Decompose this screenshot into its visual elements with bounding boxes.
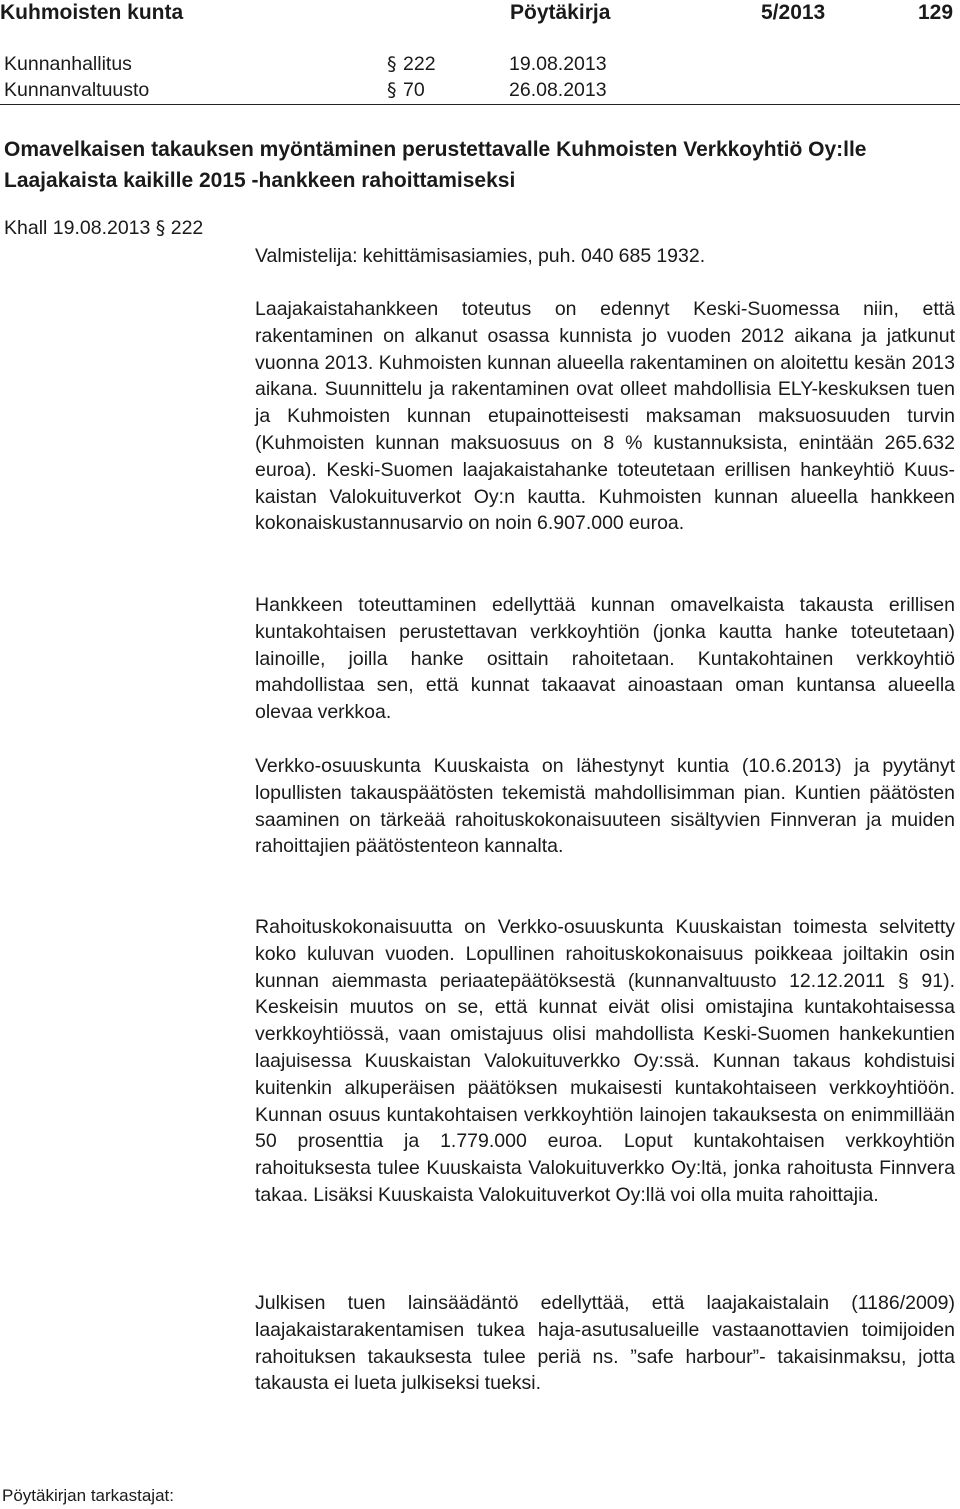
section-symbol: § [387, 79, 397, 101]
item-title: Omavelkaisen takauksen myöntäminen perustettavalle Kuhmoisten Verkkoyhtiö Oy:lle Laajakaista kaikille 2015 -hankkeen rahoittamiseksi [4, 138, 867, 192]
document-type: Pöytäkirja [510, 1, 611, 24]
body-name: Kunnanvaltuusto [4, 79, 150, 101]
case-reference [4, 215, 203, 241]
municipality-name: Kuhmoisten kunta [0, 1, 184, 24]
header-divider [0, 104, 960, 105]
case-body-date: Khall 19.08.2013 [4, 217, 151, 239]
paragraph-5: Julkisen tuen lainsäädäntö edellyttää, että laajakaistalain (1186/2009) laajakaistarakentamisen tukea haja-asutusalueille vastaanottavien toimijoiden rahoituksen takauksesta tulee periä ns. ”safe harbour”- takaisinmaksu, jotta takausta ei lueta julkiseksi tueksi. [255, 1292, 955, 1395]
body-name: Kunnanhallitus [4, 53, 132, 75]
case-section: 222 [170, 217, 204, 239]
meeting-date: 26.08.2013 [509, 79, 607, 101]
page-number: 129 [918, 1, 954, 24]
paragraph-2: Hankkeen toteuttaminen edellyttää kunnan omavelkaista takausta erillisen kuntakohtaisen perustettavan verkkoyhtiön (jonka kautta hanke toteutetaan) lainoille, joilla hanke osittain rahoitetaan. Kuntakohtainen verkkoyhtiö mahdollistaa sen, että kunnat takaavat ainoastaan oman kuntansa alueella olevaa verkkoa. [255, 594, 955, 724]
body-row-board [4, 51, 960, 77]
body-row-council [4, 77, 960, 103]
section-number: 222 [403, 53, 436, 75]
paragraph-1: Laajakaistahankkeen toteutus on edennyt Keski-Suomessa niin, että rakentaminen on alkanut osassa kunnista jo vuoden 2012 aikana ja jatkunut vuonna 2013. Kuhmoisten kunnan alueella rakentaminen on aloitettu kesän 2013 aikana. Suunnittelu ja rakentaminen ovat olleet mahdollisia ELY-keskuksen tuen ja Kuhmoisten kunnan etupainotteisesti maksaman maksuosuuden turvin (Kuhmoisten kunnan maksuosuus on 8 % kustannuksista, enintään 265.632 euroa). Keski-Suomen laajakaistahanke toteutetaan erillisen hankeyhtiö Kuuskaistan Valokuituverkot Oy:n kautta. Kuhmoisten kunnan alueella hankkeen kokonaiskustannusarvio on noin 6.907.000 euroa. [255, 298, 955, 535]
paragraph-4: Rahoituskokonaisuutta on Verkko-osuuskunta Kuuskaistan toimesta selvitetty koko kuluvan vuoden. Lopullinen rahoituskokonaisuus poikkeaa joiltakin osin kunnan aiemmasta periaatepäätöksestä (kunnanvaltuusto 12.12.2011 § 91). Keskeisin muutos on se, että kunnat eivät olisi omistajina kuntakohtaisessa verkkoyhtiössä, vaan omistajuus olisi mahdollista Keski-Suomen hankekuntien laajuisessa Kuuskaistan Valokuituverkko Oy:ssä. Kunnan takaus kohdistuisi kuitenkin alkuperäisen päätöksen mukaisesti kuntakohtaiseen verkkoyhtiöön. Kunnan osuus kuntakohtaisen verkkoyhtiön lainojen takauksesta on enimmillään 50 prosenttia ja 1.779.000 euroa. Loput kuntakohtaisen verkkoyhtiön rahoituksesta tulee Kuuskaista Valokuituverkko Oy:ltä, jonka rahoitusta Finnvera takaa. Lisäksi Kuuskaista Valokuituverkot Oy:llä voi olla muita rahoittajia. [255, 916, 955, 1206]
footer-reviewers: Pöytäkirjan tarkastajat: [2, 1486, 174, 1505]
section-symbol: § [387, 53, 397, 75]
page-header [0, 0, 960, 28]
paragraph-3: Verkko-osuuskunta Kuuskaista on lähestynyt kuntia (10.6.2013) ja pyytänyt lopullisten takauspäätösten tekemistä mahdollisimman pian. Kuntien päätösten saaminen on tärkeää rahoituskokonaisuuteen sisältyvien Finnveran ja muiden rahoittajien päätöstenteon kannalta. [255, 755, 955, 858]
section-symbol: § [155, 217, 166, 239]
section-number: 70 [403, 79, 425, 101]
meeting-date: 19.08.2013 [509, 53, 607, 75]
preparer-line: Valmistelija: kehittämisasiamies, puh. 040 685 1932. [255, 245, 706, 267]
document-number: 5/2013 [761, 1, 826, 24]
